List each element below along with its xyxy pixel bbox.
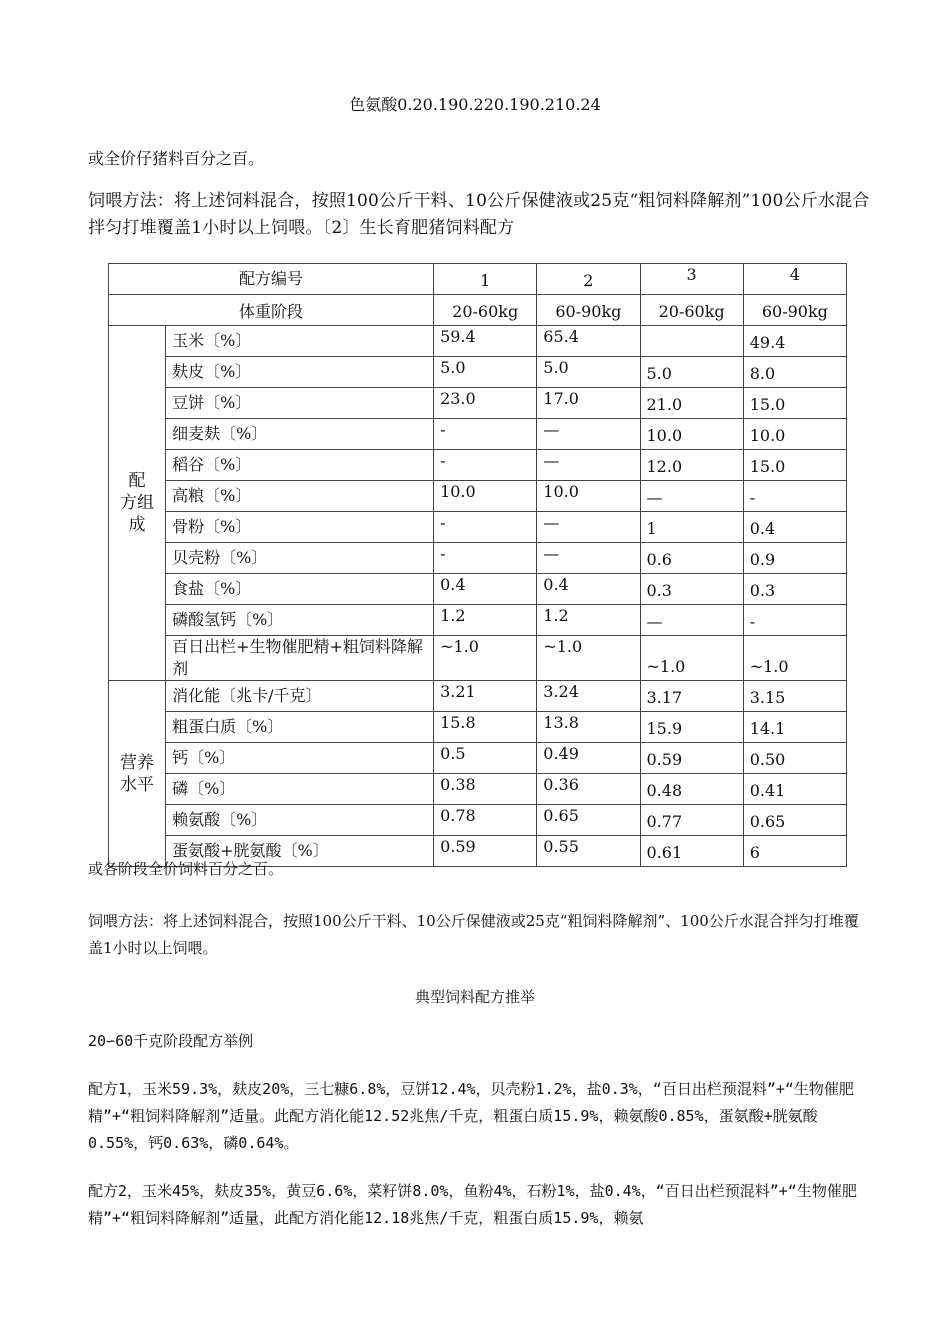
cell-value: 15.0 <box>743 388 846 419</box>
cell-value: - <box>434 543 537 574</box>
row-label: 磷酸氢钙〔%〕 <box>166 605 434 636</box>
row-label: 细麦麸〔%〕 <box>166 419 434 450</box>
table-row <box>109 774 847 805</box>
row-label: 粗蛋白质〔%〕 <box>166 712 434 743</box>
cell-value: 0.41 <box>743 774 846 805</box>
cell-value: 1.2 <box>434 605 537 636</box>
cell-value: 0.59 <box>640 743 743 774</box>
table-row <box>109 357 847 388</box>
cell-value: 12.0 <box>640 450 743 481</box>
cell-value: — <box>537 512 640 543</box>
cell-value: 0.9 <box>743 543 846 574</box>
cell-value: 0.36 <box>537 774 640 805</box>
cell-value: 17.0 <box>537 388 640 419</box>
row-label: 玉米〔%〕 <box>166 326 434 357</box>
cell-value: 10.0 <box>434 481 537 512</box>
nutrition-group-label-part: 营养 <box>120 752 155 773</box>
cell-value: 0.48 <box>640 774 743 805</box>
cell-value: 0.5 <box>434 743 537 774</box>
cell-value: 59.4 <box>434 326 537 357</box>
cell-value: 0.55 <box>537 836 640 867</box>
cell-value: 10.0 <box>743 419 846 450</box>
cell-value: - <box>743 481 846 512</box>
header-num-2: 2 <box>537 264 640 295</box>
cell-value: ~1.0 <box>434 636 537 681</box>
stage-label: 体重阶段 <box>109 295 434 326</box>
row-label: 消化能〔兆卡/千克〕 <box>166 681 434 712</box>
paragraph-piglet-feed: 或全价仔猪料百分之百。 <box>88 149 265 168</box>
cell-value: 0.77 <box>640 805 743 836</box>
table-row <box>109 605 847 636</box>
row-label: 贝壳粉〔%〕 <box>166 543 434 574</box>
cell-value: 0.65 <box>743 805 846 836</box>
cell-value: 10.0 <box>640 419 743 450</box>
cell-value: 0.61 <box>640 836 743 867</box>
paragraph-formula-1: 配方1，玉米59.3%，麸皮20%，三七糠6.8%，豆饼12.4%，贝壳粉1.2%，盐0.3%，“百日出栏预混料”+“生物催肥精”+“粗饲料降解剂”适量。此配方消化能12.52兆焦/千克，粗蛋白质15.9%，赖氨酸0.85%，蛋氨酸+胱氨酸0.55%，钙0.63%，磷0.64%。 <box>88 1080 854 1152</box>
cell-value: 0.49 <box>537 743 640 774</box>
cell-value: - <box>434 450 537 481</box>
stage-1: 20-60kg <box>434 295 537 326</box>
header-formula-number-label: 配方编号 <box>109 264 434 295</box>
cell-value: 3.24 <box>537 681 640 712</box>
cell-value: 0.78 <box>434 805 537 836</box>
cell-value: 1 <box>640 512 743 543</box>
row-label: 蛋氨酸+胱氨酸〔%〕 <box>166 836 434 867</box>
cell-value: 21.0 <box>640 388 743 419</box>
table-row <box>109 388 847 419</box>
row-label: 豆饼〔%〕 <box>166 388 434 419</box>
paragraph-stage-example: 20∽60千克阶段配方举例 <box>88 1032 254 1050</box>
cell-value: 5.0 <box>640 357 743 388</box>
composition-group-label <box>109 326 166 681</box>
table-row <box>109 512 847 543</box>
stage-3: 20-60kg <box>640 295 743 326</box>
cell-value <box>640 326 743 357</box>
stage-4: 60-90kg <box>743 295 846 326</box>
cell-value: 5.0 <box>537 357 640 388</box>
table-row <box>109 636 847 681</box>
row-label: 骨粉〔%〕 <box>166 512 434 543</box>
cell-value: ~1.0 <box>640 636 743 681</box>
table-row <box>109 712 847 743</box>
cell-value: 15.8 <box>434 712 537 743</box>
nutrition-group-label <box>109 681 166 867</box>
paragraph-feeding-method-1: 饲喂方法：将上述饲料混合，按照100公斤干料、10公斤保健液或25克“粗饲料降解剂”100公斤水混合拌匀打堆覆盖1小时以上饲喂。〔2〕生长育肥猪饲料配方 <box>88 191 870 238</box>
cell-value: 3.17 <box>640 681 743 712</box>
cell-value: 0.59 <box>434 836 537 867</box>
table-row <box>109 681 847 712</box>
row-label: 高粮〔%〕 <box>166 481 434 512</box>
cell-value: — <box>640 481 743 512</box>
cell-value: 13.8 <box>537 712 640 743</box>
cell-value: — <box>537 419 640 450</box>
cell-value: 0.6 <box>640 543 743 574</box>
table-row <box>109 326 847 357</box>
row-label: 赖氨酸〔%〕 <box>166 805 434 836</box>
table-row <box>109 481 847 512</box>
row-label: 麸皮〔%〕 <box>166 357 434 388</box>
cell-value: 0.38 <box>434 774 537 805</box>
paragraph-all-stages: 或各阶段全价饲料百分之百。 <box>88 860 284 878</box>
cell-value: - <box>434 419 537 450</box>
cell-value: ~1.0 <box>537 636 640 681</box>
header-num-3: 3 <box>640 264 743 295</box>
paragraph-formula-2: 配方2，玉米45%，麸皮35%，黄豆6.6%，菜籽饼8.0%，鱼粉4%，石粉1%，盐0.4%，“百日出栏预混料”+“生物催肥精”+“粗饲料降解剂”适量，此配方消化能12.18兆焦/千克，粗蛋白质15.9%，赖氨 <box>88 1182 857 1227</box>
paragraph-feeding-method-2: 饲喂方法：将上述饲料混合，按照100公斤干料、10公斤保健液或25克“粗饲料降解剂”、100公斤水混合拌匀打堆覆盖1小时以上饲喂。 <box>88 912 859 957</box>
section-title: 典型饲料配方推举 <box>414 988 535 1006</box>
cell-value: — <box>640 605 743 636</box>
composition-group-label-part: 配 <box>128 471 146 491</box>
row-label: 磷〔%〕 <box>166 774 434 805</box>
table-row <box>109 450 847 481</box>
cell-value: 65.4 <box>537 326 640 357</box>
cell-value: 23.0 <box>434 388 537 419</box>
cell-value: 15.9 <box>640 712 743 743</box>
cell-value: 0.50 <box>743 743 846 774</box>
cell-value: 8.0 <box>743 357 846 388</box>
cell-value: 14.1 <box>743 712 846 743</box>
composition-group-label-part: 方组 <box>120 493 155 513</box>
cell-value: 3.21 <box>434 681 537 712</box>
composition-group-label-part: 成 <box>128 515 146 535</box>
cell-value: 0.4 <box>537 574 640 605</box>
top-line-text: 色氨酸0.20.190.220.190.210.24 <box>349 95 601 114</box>
cell-value: - <box>434 512 537 543</box>
table-header-row <box>109 264 847 295</box>
row-label: 钙〔%〕 <box>166 743 434 774</box>
table-row <box>109 543 847 574</box>
table-row <box>109 805 847 836</box>
table-row <box>109 574 847 605</box>
cell-value: 5.0 <box>434 357 537 388</box>
header-num-1: 1 <box>434 264 537 295</box>
cell-value: 0.65 <box>537 805 640 836</box>
cell-value: 1.2 <box>537 605 640 636</box>
stage-2: 60-90kg <box>537 295 640 326</box>
header-num-4: 4 <box>743 264 846 295</box>
cell-value: — <box>537 450 640 481</box>
cell-value: — <box>537 543 640 574</box>
table-stage-row <box>109 295 847 326</box>
table-row <box>109 419 847 450</box>
cell-value: 3.15 <box>743 681 846 712</box>
table-row <box>109 743 847 774</box>
cell-value: - <box>743 605 846 636</box>
cell-value: 0.3 <box>743 574 846 605</box>
cell-value: 0.4 <box>434 574 537 605</box>
cell-value: 0.3 <box>640 574 743 605</box>
cell-value: 10.0 <box>537 481 640 512</box>
feed-formula-table <box>108 263 847 867</box>
nutrition-group-label-part: 水平 <box>120 774 155 795</box>
row-label: 百日出栏+生物催肥精+粗饲料降解剂 <box>166 636 434 681</box>
cell-value: 15.0 <box>743 450 846 481</box>
row-label: 食盐〔%〕 <box>166 574 434 605</box>
row-label: 稻谷〔%〕 <box>166 450 434 481</box>
cell-value: ~1.0 <box>743 636 846 681</box>
cell-value: 6 <box>743 836 846 867</box>
cell-value: 49.4 <box>743 326 846 357</box>
cell-value: 0.4 <box>743 512 846 543</box>
